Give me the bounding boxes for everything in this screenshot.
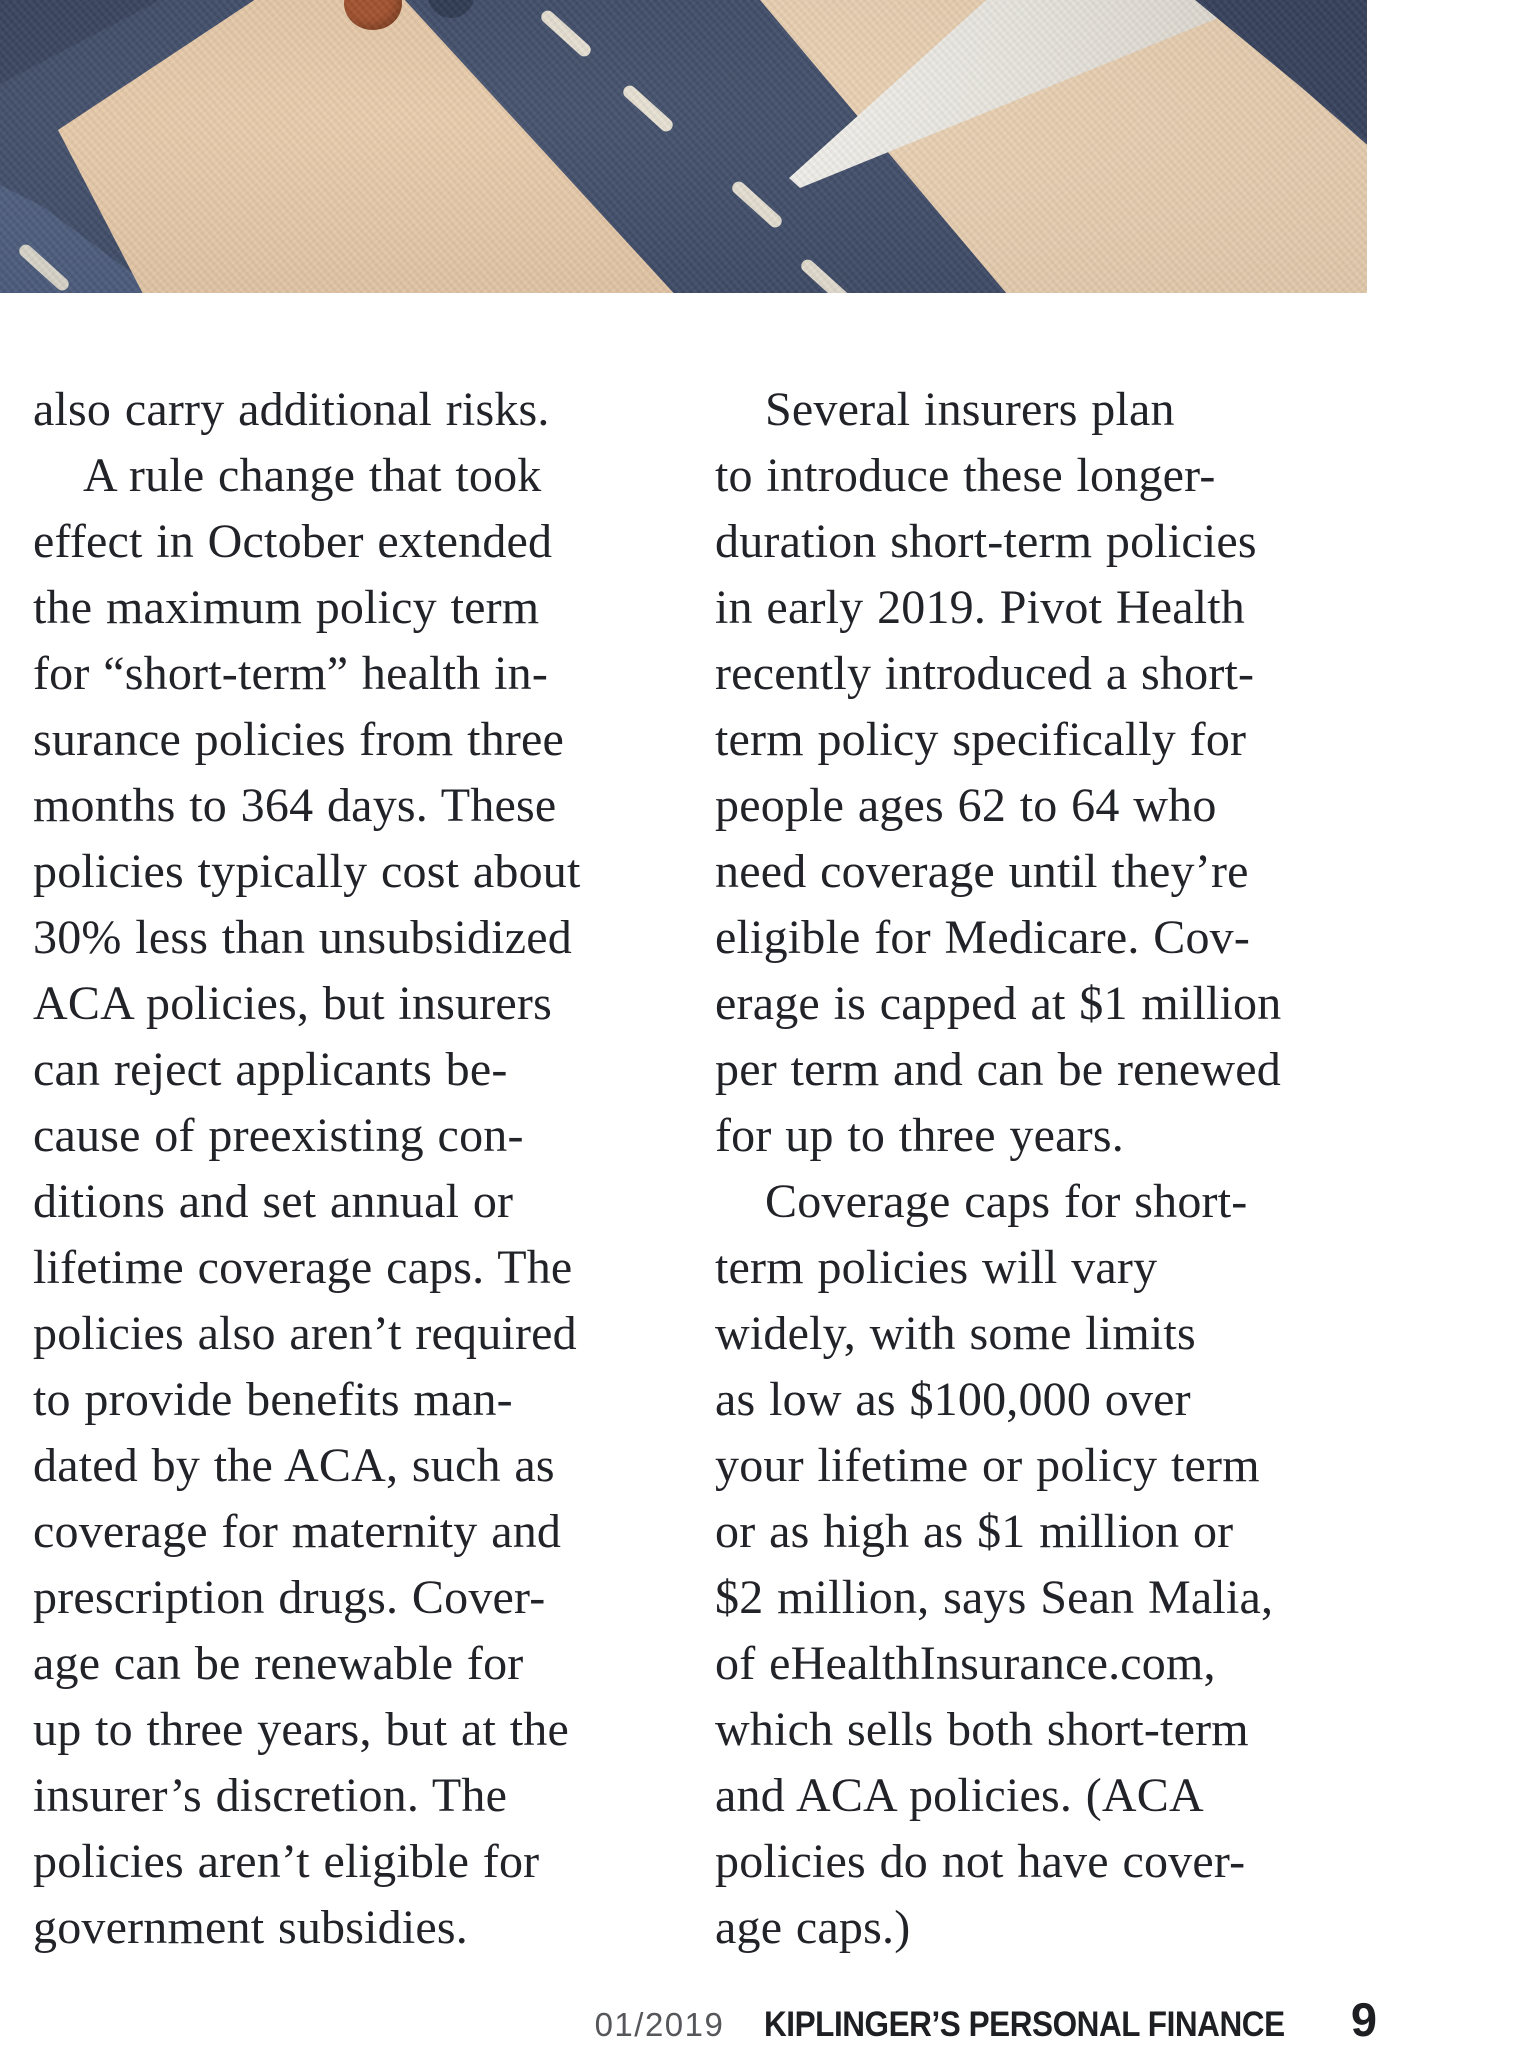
text-line: Coverage caps for short-: [765, 1175, 1248, 1228]
text-line: prescription drugs. Cover-: [33, 1571, 546, 1624]
text-line: in early 2019. Pivot Health: [715, 581, 1245, 634]
text-line: your lifetime or policy term: [715, 1439, 1260, 1492]
text-line: age can be renewable for: [33, 1637, 524, 1690]
fabric-texture-overlay: [0, 0, 1367, 293]
text-line: policies also aren’t required: [33, 1307, 577, 1360]
text-line: people ages 62 to 64 who: [715, 779, 1217, 832]
footer-page-number: 9: [1350, 1993, 1377, 2046]
text-line: for “short-term” health in-: [33, 647, 549, 700]
text-line: also carry additional risks.: [33, 383, 550, 436]
text-line: duration short-term policies: [715, 515, 1257, 568]
hero-image: [0, 0, 1367, 293]
text-line: need coverage until they’re: [715, 845, 1249, 898]
text-line: lifetime coverage caps. The: [33, 1241, 573, 1294]
text-line: $2 million, says Sean Malia,: [715, 1571, 1274, 1624]
text-line: to provide benefits man-: [33, 1373, 513, 1426]
text-line: the maximum policy term: [33, 581, 540, 634]
text-line: government subsidies.: [33, 1901, 468, 1954]
text-line: and ACA policies. (ACA: [715, 1769, 1204, 1822]
text-line: age caps.): [715, 1901, 911, 1954]
page-footer: [595, 1992, 1377, 2047]
text-line: to introduce these longer-: [715, 449, 1216, 502]
footer-issue-date: 01/2019: [594, 2006, 725, 2043]
text-line: erage is capped at $1 million: [715, 977, 1282, 1030]
article-column-right: [715, 377, 1377, 1961]
text-line: months to 364 days. These: [33, 779, 557, 832]
text-line: A rule change that took: [83, 449, 542, 502]
text-line: eligible for Medicare. Cov-: [715, 911, 1251, 964]
text-line: for up to three years.: [715, 1109, 1124, 1162]
text-line: up to three years, but at the: [33, 1703, 569, 1756]
text-line: dated by the ACA, such as: [33, 1439, 555, 1492]
text-line: surance policies from three: [33, 713, 565, 766]
text-line: ACA policies, but insurers: [33, 977, 552, 1030]
text-line: term policies will vary: [715, 1241, 1158, 1294]
text-line: of eHealthInsurance.com,: [715, 1637, 1216, 1690]
text-line: or as high as $1 million or: [715, 1505, 1234, 1558]
text-line: ditions and set annual or: [33, 1175, 514, 1228]
text-line: 30% less than unsubsidized: [33, 911, 572, 964]
text-line: Several insurers plan: [765, 383, 1175, 436]
text-line: which sells both short-term: [715, 1703, 1249, 1756]
text-line: insurer’s discretion. The: [33, 1769, 508, 1822]
text-line: policies typically cost about: [33, 845, 581, 898]
text-line: widely, with some limits: [715, 1307, 1196, 1360]
text-line: cause of preexisting con-: [33, 1109, 524, 1162]
text-line: per term and can be renewed: [715, 1043, 1281, 1096]
text-line: effect in October extended: [33, 515, 553, 568]
text-line: coverage for maternity and: [33, 1505, 562, 1558]
text-line: can reject applicants be-: [33, 1043, 508, 1096]
text-line: recently introduced a short-: [715, 647, 1255, 700]
text-line: policies aren’t eligible for: [33, 1835, 540, 1888]
text-line: policies do not have cover-: [715, 1835, 1246, 1888]
text-line: term policy specifically for: [715, 713, 1247, 766]
footer-publication-name: KIPLINGER’S PERSONAL FINANCE: [764, 2005, 1286, 2044]
article-column-left: [33, 377, 681, 1961]
text-line: as low as $100,000 over: [715, 1373, 1191, 1426]
